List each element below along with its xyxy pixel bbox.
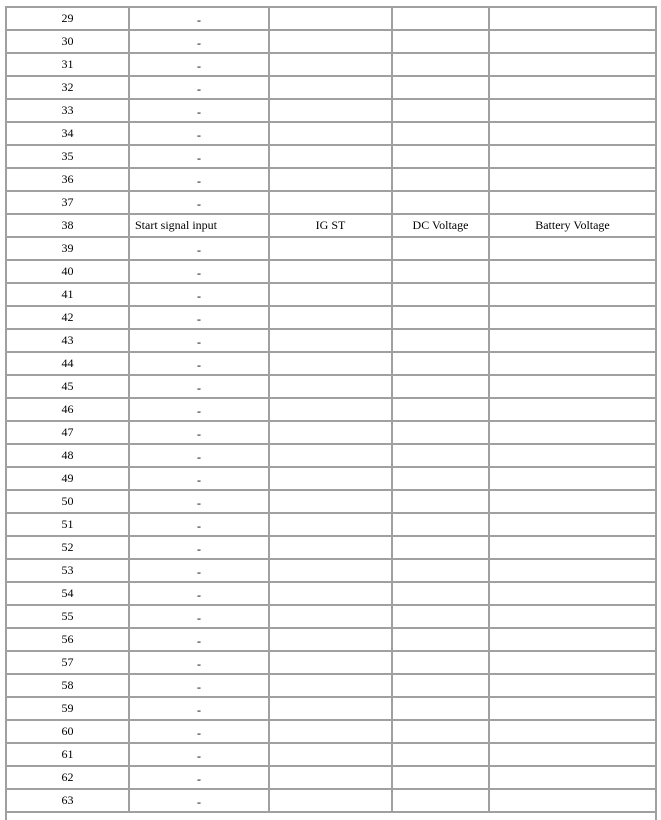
- pin-number-cell: [7, 54, 130, 77]
- pin-number-cell: [7, 675, 130, 698]
- pin-number-cell: [7, 238, 130, 261]
- signal-level-cell-text: Battery Voltage: [535, 218, 610, 232]
- pin-number-cell-text: 46: [61, 402, 74, 416]
- pin-function-cell: [130, 77, 270, 100]
- pin-number-cell-text: 49: [61, 471, 74, 485]
- table-row: [7, 721, 655, 744]
- table-row: [7, 491, 655, 514]
- signal-level-cell: [490, 514, 655, 537]
- signal-type-cell: [393, 123, 490, 146]
- pin-function-cell-text: -: [197, 128, 201, 142]
- table-row: [7, 261, 655, 284]
- signal-name-cell: [270, 445, 393, 468]
- signal-name-cell: [270, 721, 393, 744]
- pin-function-cell: [130, 54, 270, 77]
- table-row: [7, 100, 655, 123]
- pin-function-cell: [130, 31, 270, 54]
- signal-name-cell: [270, 307, 393, 330]
- signal-name-cell: [270, 238, 393, 261]
- pin-function-cell: [130, 560, 270, 583]
- pin-function-cell-text: -: [197, 473, 201, 487]
- signal-name-cell: [270, 77, 393, 100]
- pin-function-cell-text: -: [197, 588, 201, 602]
- pin-function-cell: [130, 606, 270, 629]
- signal-level-cell: [490, 652, 655, 675]
- pin-function-cell: [130, 767, 270, 790]
- pin-function-cell: [130, 123, 270, 146]
- signal-type-cell: [393, 330, 490, 353]
- pin-function-cell-text: -: [197, 427, 201, 441]
- table-row: [7, 31, 655, 54]
- signal-type-cell: [393, 77, 490, 100]
- pin-number-cell: [7, 399, 130, 422]
- pin-number-cell-text: 32: [61, 80, 74, 94]
- signal-name-cell: [270, 744, 393, 767]
- pin-function-cell: [130, 652, 270, 675]
- table-row: [7, 353, 655, 376]
- table-row: [7, 192, 655, 215]
- signal-name-cell: [270, 491, 393, 514]
- pin-number-cell-text: 48: [61, 448, 74, 462]
- pin-function-cell-text: -: [197, 404, 201, 418]
- pin-function-cell-text: -: [197, 36, 201, 50]
- signal-level-cell: [490, 583, 655, 606]
- table-row: [7, 54, 655, 77]
- pin-function-cell: [130, 284, 270, 307]
- signal-name-cell: [270, 629, 393, 652]
- pin-number-cell: [7, 100, 130, 123]
- pin-number-cell: [7, 560, 130, 583]
- pin-number-cell-text: 58: [61, 678, 74, 692]
- pin-number-cell: [7, 744, 130, 767]
- signal-name-cell: [270, 192, 393, 215]
- signal-level-cell: [490, 560, 655, 583]
- pin-function-cell-text: -: [197, 703, 201, 717]
- pin-function-cell: [130, 146, 270, 169]
- signal-level-cell: [490, 629, 655, 652]
- pin-number-cell-text: 40: [61, 264, 74, 278]
- pin-number-cell-text: 45: [61, 379, 74, 393]
- pin-function-cell-text: Start signal input: [135, 218, 217, 232]
- signal-type-cell: [393, 514, 490, 537]
- pin-number-cell-text: 33: [61, 103, 74, 117]
- table-row: [7, 8, 655, 31]
- table-row: [7, 514, 655, 537]
- pin-number-cell: [7, 8, 130, 31]
- pin-function-cell: [130, 744, 270, 767]
- pin-function-cell: [130, 376, 270, 399]
- signal-level-cell: [490, 123, 655, 146]
- pin-function-cell-text: -: [197, 772, 201, 786]
- table-row: [7, 790, 655, 813]
- pin-number-cell-text: 35: [61, 149, 74, 163]
- pin-function-cell-text: -: [197, 243, 201, 257]
- pin-function-cell: [130, 675, 270, 698]
- signal-name-cell: [270, 399, 393, 422]
- pin-function-cell-text: -: [197, 13, 201, 27]
- pin-function-cell-text: -: [197, 519, 201, 533]
- pin-number-cell: [7, 491, 130, 514]
- pin-table-container: [5, 6, 657, 820]
- signal-type-cell: [393, 721, 490, 744]
- pin-function-cell: [130, 491, 270, 514]
- signal-type-cell: [393, 744, 490, 767]
- pin-function-cell-text: -: [197, 266, 201, 280]
- signal-level-cell: [490, 284, 655, 307]
- pin-number-cell: [7, 652, 130, 675]
- table-row: [7, 123, 655, 146]
- signal-name-cell: [270, 698, 393, 721]
- signal-level-cell: [490, 491, 655, 514]
- pin-function-cell-text: -: [197, 358, 201, 372]
- pin-function-cell: [130, 468, 270, 491]
- signal-type-cell: [393, 767, 490, 790]
- pin-number-cell-text: 62: [61, 770, 74, 784]
- signal-name-cell: [270, 261, 393, 284]
- pin-function-cell-text: -: [197, 197, 201, 211]
- signal-type-cell: [393, 537, 490, 560]
- table-row: [7, 675, 655, 698]
- pin-number-cell: [7, 537, 130, 560]
- table-row: [7, 606, 655, 629]
- pin-function-cell: [130, 169, 270, 192]
- signal-level-cell: [490, 215, 655, 238]
- signal-level-cell: [490, 261, 655, 284]
- pin-function-cell: [130, 100, 270, 123]
- pin-number-cell: [7, 445, 130, 468]
- pin-function-cell-text: -: [197, 542, 201, 556]
- signal-type-cell: [393, 8, 490, 31]
- signal-level-cell: [490, 307, 655, 330]
- pin-function-cell: [130, 721, 270, 744]
- pin-function-cell: [130, 261, 270, 284]
- signal-name-cell: [270, 215, 393, 238]
- table-row: [7, 537, 655, 560]
- pin-number-cell-text: 52: [61, 540, 74, 554]
- signal-level-cell: [490, 790, 655, 813]
- pin-number-cell: [7, 215, 130, 238]
- pin-table-body: [7, 8, 655, 813]
- table-row: [7, 583, 655, 606]
- pin-number-cell-text: 53: [61, 563, 74, 577]
- signal-type-cell: [393, 583, 490, 606]
- pin-function-cell-text: -: [197, 450, 201, 464]
- signal-name-cell: [270, 100, 393, 123]
- signal-type-cell: [393, 307, 490, 330]
- pin-function-cell: [130, 537, 270, 560]
- pin-function-cell: [130, 238, 270, 261]
- signal-level-cell: [490, 192, 655, 215]
- signal-level-cell: [490, 54, 655, 77]
- signal-name-cell: [270, 54, 393, 77]
- pin-function-cell-text: -: [197, 151, 201, 165]
- signal-type-cell: [393, 192, 490, 215]
- table-row: [7, 629, 655, 652]
- pin-number-cell-text: 47: [61, 425, 74, 439]
- pin-function-cell: [130, 215, 270, 238]
- pin-function-cell-text: -: [197, 82, 201, 96]
- signal-type-cell: [393, 146, 490, 169]
- pin-number-cell: [7, 192, 130, 215]
- signal-type-cell: [393, 31, 490, 54]
- pin-number-cell-text: 43: [61, 333, 74, 347]
- signal-level-cell: [490, 468, 655, 491]
- pin-function-cell: [130, 790, 270, 813]
- table-row: [7, 399, 655, 422]
- signal-type-cell: [393, 445, 490, 468]
- pin-number-cell: [7, 146, 130, 169]
- pin-function-cell-text: -: [197, 335, 201, 349]
- pin-function-cell-text: -: [197, 634, 201, 648]
- signal-level-cell: [490, 675, 655, 698]
- pin-number-cell-text: 44: [61, 356, 74, 370]
- signal-name-cell: [270, 537, 393, 560]
- signal-name-cell: [270, 422, 393, 445]
- pin-number-cell-text: 42: [61, 310, 74, 324]
- signal-type-cell: [393, 238, 490, 261]
- signal-type-cell: [393, 169, 490, 192]
- pin-number-cell-text: 61: [61, 747, 74, 761]
- pin-number-cell: [7, 583, 130, 606]
- table-row: [7, 146, 655, 169]
- pin-function-cell-text: -: [197, 657, 201, 671]
- pin-number-cell-text: 57: [61, 655, 74, 669]
- pin-number-cell: [7, 606, 130, 629]
- pin-table: [7, 8, 655, 813]
- pin-number-cell-text: 56: [61, 632, 74, 646]
- signal-name-cell: [270, 123, 393, 146]
- pin-function-cell-text: -: [197, 174, 201, 188]
- pin-number-cell: [7, 698, 130, 721]
- signal-type-cell: [393, 284, 490, 307]
- signal-type-cell: [393, 560, 490, 583]
- pin-function-cell: [130, 583, 270, 606]
- table-row: [7, 744, 655, 767]
- signal-level-cell: [490, 698, 655, 721]
- pin-function-cell: [130, 514, 270, 537]
- signal-type-cell: [393, 399, 490, 422]
- table-row: [7, 767, 655, 790]
- pin-number-cell-text: 31: [61, 57, 74, 71]
- signal-name-cell: [270, 169, 393, 192]
- signal-type-cell: [393, 491, 490, 514]
- pin-function-cell-text: -: [197, 105, 201, 119]
- signal-level-cell: [490, 330, 655, 353]
- pin-number-cell-text: 54: [61, 586, 74, 600]
- signal-level-cell: [490, 537, 655, 560]
- pin-number-cell: [7, 376, 130, 399]
- signal-level-cell: [490, 721, 655, 744]
- signal-type-cell: [393, 54, 490, 77]
- table-row: [7, 77, 655, 100]
- signal-name-cell: [270, 353, 393, 376]
- table-row: [7, 376, 655, 399]
- table-row: [7, 330, 655, 353]
- signal-level-cell: [490, 77, 655, 100]
- pin-function-cell: [130, 307, 270, 330]
- pin-number-cell: [7, 767, 130, 790]
- pin-number-cell: [7, 514, 130, 537]
- signal-type-cell: [393, 422, 490, 445]
- signal-level-cell: [490, 744, 655, 767]
- pin-number-cell-text: 34: [61, 126, 74, 140]
- signal-level-cell: [490, 238, 655, 261]
- pin-function-cell-text: -: [197, 726, 201, 740]
- signal-type-cell: [393, 261, 490, 284]
- signal-name-cell: [270, 146, 393, 169]
- table-row: [7, 698, 655, 721]
- pin-number-cell: [7, 261, 130, 284]
- pin-number-cell-text: 51: [61, 517, 74, 531]
- pin-number-cell: [7, 31, 130, 54]
- pin-number-cell: [7, 353, 130, 376]
- pin-number-cell-text: 39: [61, 241, 74, 255]
- pin-function-cell: [130, 353, 270, 376]
- pin-function-cell: [130, 422, 270, 445]
- pin-function-cell-text: -: [197, 59, 201, 73]
- table-row: [7, 238, 655, 261]
- pin-function-cell: [130, 445, 270, 468]
- pin-function-cell: [130, 8, 270, 31]
- pin-number-cell-text: 30: [61, 34, 74, 48]
- table-row: [7, 560, 655, 583]
- signal-level-cell: [490, 422, 655, 445]
- signal-level-cell: [490, 376, 655, 399]
- signal-level-cell: [490, 100, 655, 123]
- table-row: [7, 215, 655, 238]
- signal-name-cell: [270, 767, 393, 790]
- signal-name-cell: [270, 652, 393, 675]
- pin-number-cell-text: 63: [61, 793, 74, 807]
- pin-function-cell: [130, 698, 270, 721]
- signal-level-cell: [490, 606, 655, 629]
- signal-type-cell: [393, 606, 490, 629]
- table-row: [7, 422, 655, 445]
- pin-number-cell: [7, 790, 130, 813]
- signal-type-cell: [393, 675, 490, 698]
- table-row: [7, 307, 655, 330]
- signal-name-cell: [270, 790, 393, 813]
- signal-name-cell: [270, 284, 393, 307]
- signal-type-cell: [393, 629, 490, 652]
- pin-function-cell-text: -: [197, 611, 201, 625]
- signal-level-cell: [490, 169, 655, 192]
- pin-function-cell: [130, 330, 270, 353]
- signal-level-cell: [490, 399, 655, 422]
- pin-number-cell: [7, 77, 130, 100]
- pin-function-cell-text: -: [197, 312, 201, 326]
- table-row: [7, 652, 655, 675]
- signal-type-cell: [393, 468, 490, 491]
- signal-type-cell-text: DC Voltage: [412, 218, 469, 232]
- signal-name-cell: [270, 376, 393, 399]
- signal-level-cell: [490, 445, 655, 468]
- pin-number-cell: [7, 468, 130, 491]
- table-row: [7, 445, 655, 468]
- pin-number-cell-text: 60: [61, 724, 74, 738]
- pin-number-cell-text: 38: [61, 218, 74, 232]
- pin-function-cell-text: -: [197, 565, 201, 579]
- pin-function-cell-text: -: [197, 795, 201, 809]
- table-row: [7, 284, 655, 307]
- pin-number-cell: [7, 307, 130, 330]
- signal-name-cell: [270, 606, 393, 629]
- signal-type-cell: [393, 698, 490, 721]
- pin-number-cell: [7, 422, 130, 445]
- signal-name-cell: [270, 31, 393, 54]
- pin-number-cell: [7, 330, 130, 353]
- signal-type-cell: [393, 100, 490, 123]
- signal-name-cell: [270, 675, 393, 698]
- signal-level-cell: [490, 146, 655, 169]
- pin-number-cell-text: 36: [61, 172, 74, 186]
- pin-function-cell-text: -: [197, 289, 201, 303]
- signal-type-cell: [393, 652, 490, 675]
- signal-level-cell: [490, 767, 655, 790]
- pin-number-cell: [7, 284, 130, 307]
- pin-function-cell-text: -: [197, 749, 201, 763]
- signal-name-cell: [270, 8, 393, 31]
- signal-type-cell: [393, 353, 490, 376]
- pin-function-cell: [130, 399, 270, 422]
- table-row: [7, 468, 655, 491]
- signal-name-cell: [270, 560, 393, 583]
- pin-function-cell-text: -: [197, 381, 201, 395]
- pin-function-cell: [130, 629, 270, 652]
- signal-name-cell-text: IG ST: [315, 218, 346, 232]
- pin-function-cell-text: -: [197, 496, 201, 510]
- pin-number-cell-text: 59: [61, 701, 74, 715]
- pin-function-cell-text: -: [197, 680, 201, 694]
- signal-level-cell: [490, 8, 655, 31]
- pin-number-cell-text: 29: [61, 11, 74, 25]
- signal-level-cell: [490, 353, 655, 376]
- pin-number-cell-text: 37: [61, 195, 74, 209]
- signal-name-cell: [270, 583, 393, 606]
- pin-number-cell-text: 50: [61, 494, 74, 508]
- signal-type-cell: [393, 215, 490, 238]
- pin-number-cell-text: 55: [61, 609, 74, 623]
- signal-name-cell: [270, 514, 393, 537]
- pin-function-cell: [130, 192, 270, 215]
- signal-type-cell: [393, 790, 490, 813]
- pin-number-cell: [7, 721, 130, 744]
- pin-number-cell: [7, 629, 130, 652]
- signal-name-cell: [270, 468, 393, 491]
- signal-name-cell: [270, 330, 393, 353]
- table-row: [7, 169, 655, 192]
- pin-number-cell-text: 41: [61, 287, 74, 301]
- signal-type-cell: [393, 376, 490, 399]
- pin-number-cell: [7, 123, 130, 146]
- pin-number-cell: [7, 169, 130, 192]
- signal-level-cell: [490, 31, 655, 54]
